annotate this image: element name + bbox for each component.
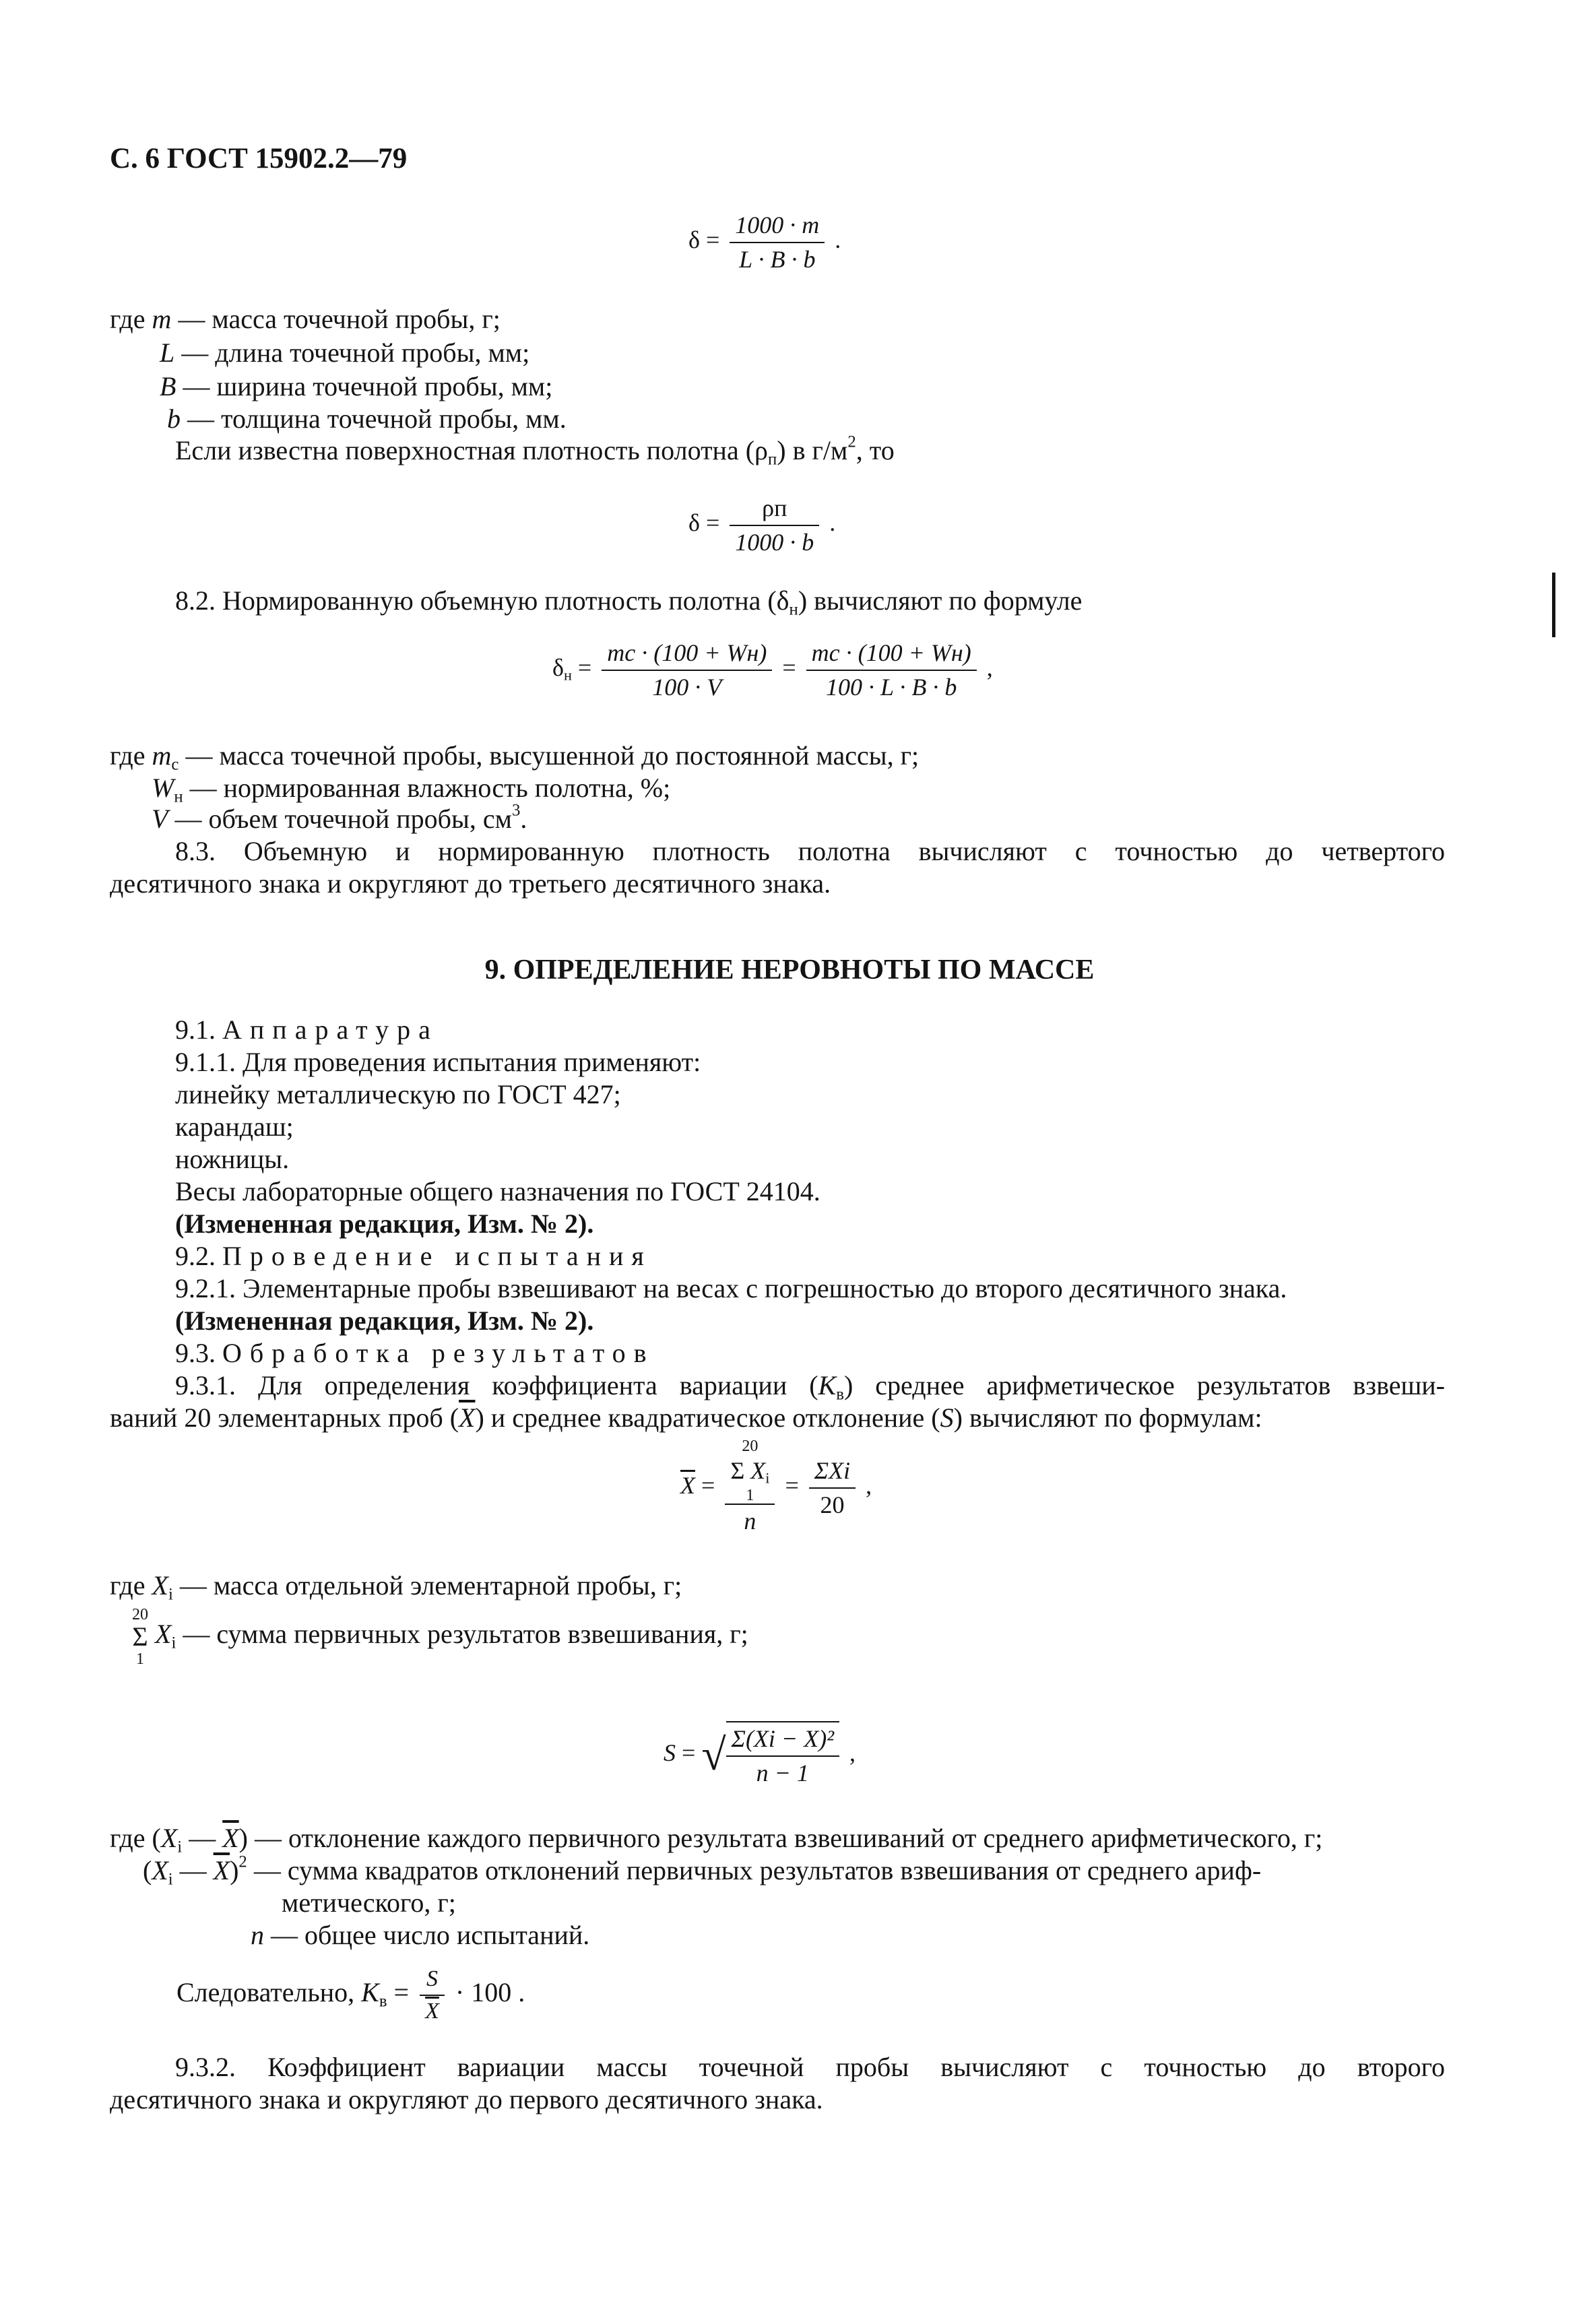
def-sum: 20 Σ 1 $X_i$ — сумма первичных результатов взвешивания, г;	[132, 1606, 748, 1668]
item-9-3-1-line1: 9.3.1. Для определения коэффициента вариации $(K_в)$ среднее арифметическое результатов взвеши-	[175, 1370, 1445, 1404]
item-9-3-1-line2: ваний 20 элементарных проб $(\overline{X})$ и среднее квадратическое отклонение (S) вычисляют по формулам:	[110, 1402, 1262, 1433]
amendment-note: (Измененная редакция, Изм. № 2).	[175, 1208, 594, 1239]
def-xi: где $X_i$ — масса отдельной элементарной пробы, г;	[110, 1570, 682, 1604]
def-B: B — ширина точечной пробы, мм;	[160, 371, 553, 401]
def-v: V — объем точечной пробы, $см^3$.	[152, 801, 527, 834]
formula-std-dev: S = √ $\frac{\text{Σ(Xi − X)²}}{n - 1}$ ,	[664, 1721, 856, 1789]
paragraph-8-2: 8.2. Нормированную объемную плотность полотна $(\delta_н)$ вычисляют по формуле	[175, 585, 1083, 619]
def-mc: где $m_с$ — масса точечной пробы, высушенной до постоянной массы, г;	[110, 740, 920, 774]
def-sq-deviation-line1: ($X_i$ — $\overline{X})^2$ — сумма квадратов отклонений первичных результатов взвешивания от среднего ариф-	[143, 1852, 1262, 1889]
subsection-9-3: 9.3. Обработка результатов	[175, 1338, 655, 1368]
formula-mean: $\overline{X}$ = 20 Σ $X_i$ 1 n = ΣXi 20 ,	[680, 1438, 872, 1535]
formula-density-from-surface: δ = ρп 1000 · b .	[688, 492, 835, 558]
def-L: L — длина точечной пробы, мм;	[160, 337, 530, 368]
def-n: n — общее число испытаний.	[251, 1920, 590, 1950]
formula-coefficient-variation: Следовательно, $K_в$ = $\frac{S}{X}$ · 100 .	[176, 1964, 525, 2027]
item-9-1-1: 9.1.1. Для проведения испытания применяют:	[175, 1047, 701, 1077]
item-9-2-1: 9.2.1. Элементарные пробы взвешивают на весах с погрешностью до второго десятичного знака.	[175, 1273, 1287, 1303]
paragraph-8-3-line1: 8.3. Объемную и нормированную плотность полотна вычисляют с точностью до четвертого	[175, 836, 1445, 866]
page-header: С. 6 ГОСТ 15902.2—79	[110, 143, 408, 174]
formula-volume-density: δ = $\frac{1000 \cdot m}{L \cdot B \cdot b}$ .	[688, 209, 841, 276]
formula-normalized-density: $\delta_н$ = mc · (100 + Wн) 100 · V = mc · (100 + Wн) 100 · L · B · b ,	[552, 637, 993, 703]
item-9-3-2-line2: десятичного знака и округляют до первого десятичного знака.	[110, 2084, 823, 2115]
item-9-3-2-line1: 9.3.2. Коэффициент вариации массы точечной пробы вычисляют с точностью до второго	[175, 2052, 1445, 2082]
list-item-scales: Весы лабораторные общего назначения по ГОСТ 24104.	[175, 1176, 820, 1206]
def-m: где m — масса точечной пробы, г;	[110, 304, 501, 334]
section-9-heading: 9. ОПРЕДЕЛЕНИЕ НЕРОВНОТЫ ПО МАССЕ	[484, 955, 1095, 986]
surface-density-text: Если известна поверхностная плотность полотна $(\rho_п)$ в $г/м^2$, то	[175, 432, 895, 469]
subsection-9-2: 9.2. Проведение испытания	[175, 1241, 652, 1271]
list-item-ruler: линейку металлическую по ГОСТ 427;	[175, 1079, 621, 1109]
list-item-pencil: карандаш;	[175, 1111, 294, 1142]
def-wn: $W_н$ — нормированная влажность полотна, %;	[152, 773, 671, 806]
paragraph-8-3-line2: десятичного знака и округляют до третьего десятичного знака.	[110, 868, 831, 899]
def-b: b — толщина точечной пробы, мм.	[167, 404, 567, 434]
subsection-9-1: 9.1. Аппаратура	[175, 1014, 439, 1045]
margin-change-bar	[1552, 573, 1555, 637]
def-deviation: где ($X_i$ — $\overline{X}$) — отклонение каждого первичного результата взвешиваний от среднего арифметического, г;	[110, 1823, 1323, 1857]
amendment-note: (Измененная редакция, Изм. № 2).	[175, 1305, 594, 1336]
list-item-scissors: ножницы.	[175, 1144, 290, 1174]
def-sq-deviation-line2: метического, г;	[282, 1887, 456, 1918]
